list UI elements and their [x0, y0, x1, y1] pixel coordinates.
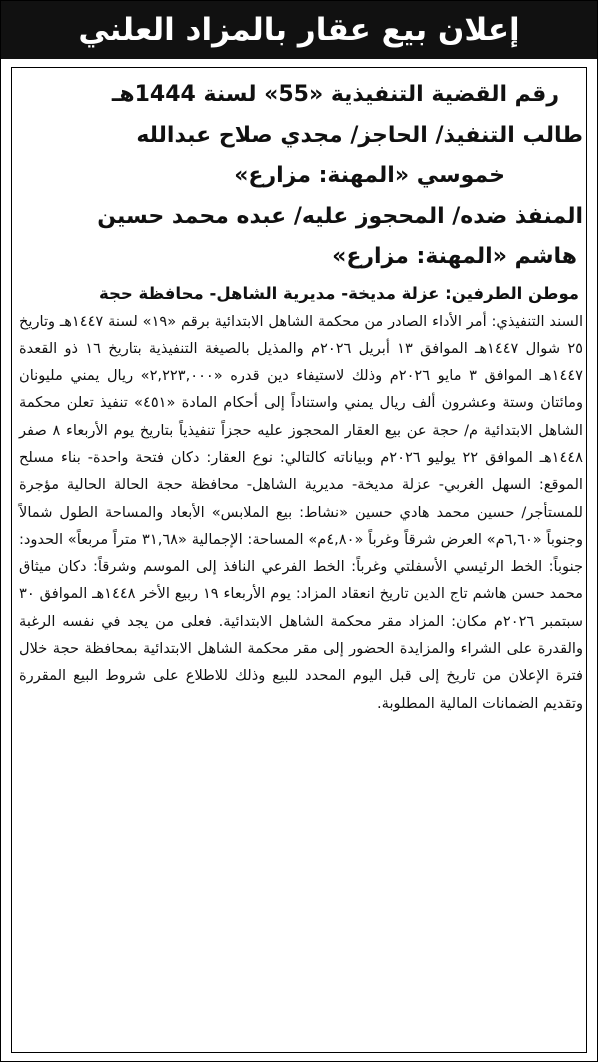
case-number-line: رقم القضية التنفيذية «55» لسنة 1444هـ [111, 82, 559, 107]
plaintiff-occupation-line: خموسي «المهنة: مزارع» [234, 163, 505, 188]
defendant-line: المنفذ ضده/ المحجوز عليه/ عبده محمد حسين [97, 203, 583, 229]
parties-residence-line: موطن الطرفين: عزلة مديخة- مديرية الشاهل- محافظة حجة [99, 283, 579, 303]
announcement-content [19, 75, 583, 1051]
announcement-body: السند التنفيذي: أمر الأداء الصادر من محكمة الشاهل الابتدائية برقم «١٩» لسنة ١٤٤٧هـ وتاريخ ٢٥ شوال ١٤٤٧هـ الموافق ١٣ أبريل ٢٠٢٦م والمذيل بالصيغة التنفيذية بتاريخ ١٦ ذو القعدة ١٤٤٧هـ الموافق ٣ مايو ٢٠٢٦م وذلك لاستيفاء دين قدره «٢,٢٢٣,٠٠٠» ريال يمني مليونان ومائتان وستة وعشرون ألف ريال يمني واستناداً إلى أحكام المادة «٤٥١» تنفيذ تعلن محكمة الشاهل الابتدائية م/ حجة عن بيع العقار المحجوز عليه حجزاً تنفيذياً بتاريخ يوم الأربعاء ٨ صفر ١٤٤٨هـ الموافق ٢٢ يوليو ٢٠٢٦م وبياناته كالتالي: نوع العقار: دكان فتحة واحدة- بناء مسلح الموقع: السهل الغربي- عزلة مديخة- مديرية الشاهل- محافظة حجة الحالة الحالية مؤجرة للمستأجر/ حسين محمد هادي حسين «نشاط: بيع الملابس» الأبعاد والمساحة الطول شمالاً وجنوباً «٦,٦٠م» العرض شرقاً وغرباً «٤,٨٠م» المساحة: الإجمالية «٣١,٦٨ متراً مربعاً» الحدود: جنوباً: الخط الرئيسي الأسفلتي وغرباً: الخط الفرعي النافذ إلى الموسم وشرقاً: دكان ميثاق محمد حسن هاشم تاج الدين تاريخ انعقاد المزاد: يوم الأربعاء ١٩ ربيع الأخر ١٤٤٨هـ الموافق ٣٠ سبتمبر ٢٠٢٦م مكان: المزاد مقر محكمة الشاهل الابتدائية. فعلى من يجد في نفسه الرغبة والقدرة على الشراء والمزايدة الحضور إلى مقر محكمة الشاهل الابتدائية بمحافظة حجة خلال فترة الإعلان من تاريخ إلى قبل اليوم المحدد للبيع وذلك للاطلاع على شروط البيع المقررة وتقديم الضمانات المالية المطلوبة. [19, 312, 584, 712]
defendant-occupation-line: هاشم «المهنة: مزارع» [332, 244, 577, 269]
announcement-title: إعلان بيع عقار بالمزاد العلني [1, 1, 597, 59]
plaintiff-line: طالب التنفيذ/ الحاجز/ مجدي صلاح عبدالله [136, 122, 583, 148]
